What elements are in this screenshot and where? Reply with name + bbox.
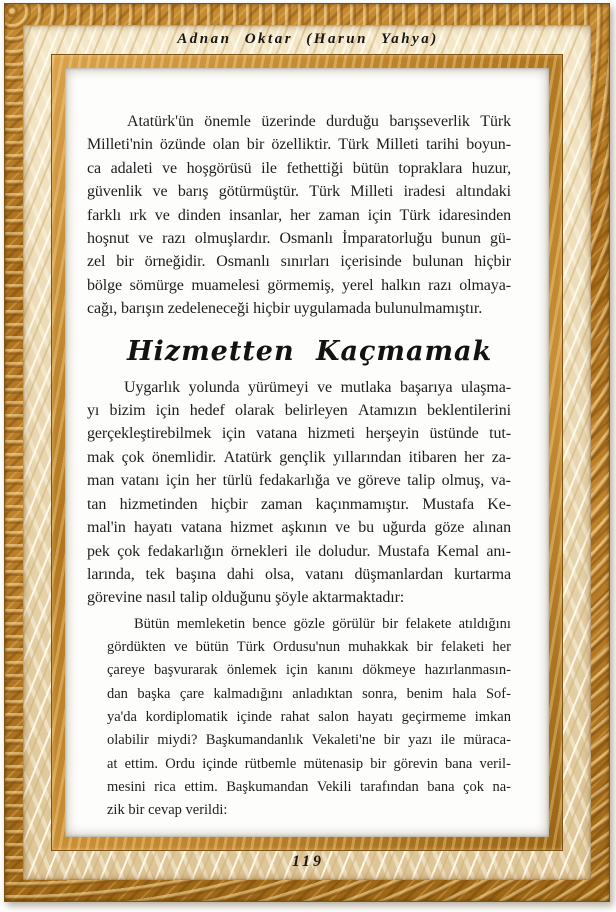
text-line: ya'da kordiplomatik içinde rahat salon hayatı geçirmeme imkan — [107, 708, 511, 725]
text-line: mak çok önemlidir. Atatürk gençlik yıllarından itibaren her za- — [87, 448, 511, 466]
text-line: güvenlik ve barış götürmüştür. Türk Milleti iradesi altındaki — [87, 183, 511, 201]
text-line: çareye başvurarak önlemek için kanını dökmeye hazırlanmasın- — [107, 662, 511, 679]
text-line: at ettim. Ordu içinde rütbemle mütenasip bir görevin bana veril- — [107, 755, 511, 772]
text-line: mesini rica ettim. Başkumandan Vekili tarafından bana çok na- — [107, 778, 511, 795]
text-line: gördükten ve bütün Türk Ordusu'nun muhakkak bir felaketi her — [107, 639, 511, 656]
text-line: bölge sömürge muamelesi görmemiş, yerel halkın razı olmaya- — [87, 276, 511, 294]
text-line: yı bizim için hedef olarak belirleyen Atamızın beklentilerini — [87, 402, 511, 420]
frame-inner-gold-band — [51, 54, 563, 851]
text-line: pek çok fedakarlığın örnekleri ile doludur. Mustafa Kemal anı- — [87, 542, 511, 560]
book-page — [65, 68, 549, 837]
text-line: zel bir örneğidir. Osmanlı sınırları içerisinde bulunan hiçbir — [87, 253, 511, 271]
text-line: larında, tek başına dahi olsa, vatanı düşmanlardan kurtarma — [87, 565, 511, 583]
text-line: ca adaleti ve hoşgörüsü ile fethettiği bütün topraklara huzur, — [87, 159, 511, 177]
text-line: Uygarlık yolunda yürümeyi ve mutlaka başarıya ulaşma- — [124, 378, 511, 396]
block-quote — [107, 613, 511, 823]
paragraph-2 — [87, 376, 511, 610]
frame-cream-band — [23, 25, 591, 880]
text-line: gerçekleştirebilmek için vatana hizmeti herşeyin üstünde tut- — [87, 425, 511, 443]
text-column — [87, 110, 511, 822]
section-heading: Hizmetten Kaçmamak — [127, 335, 493, 367]
text-line: farklı ırk ve dinden insanlar, her zaman için Türk idaresinden — [87, 206, 511, 224]
ornate-gold-frame — [4, 3, 610, 902]
paragraph-1 — [87, 110, 511, 321]
text-line: dan başka çare kalmadığını anladıktan sonra, benim hala Sof- — [107, 685, 511, 702]
text-line: man vatanı için her türlü fedakarlığa ve göreve talip olmuş, va- — [87, 472, 511, 490]
text-line: Atatürk'ün önemle üzerinde durduğu barışseverlik Türk — [127, 113, 511, 130]
text-line: görevine nasıl talip olduğunu şöyle aktarmaktadır: — [87, 589, 405, 607]
running-header-title: Adnan Oktar (Harun Yahya) — [177, 31, 439, 47]
text-line: hoşnut ve razı olmuşlardır. Osmanlı İmparatorluğu bunun gü- — [87, 230, 511, 248]
text-line: Bütün memleketin bence gözle görülür bir felakete atıldığını — [134, 615, 511, 632]
text-line: mal'in hayatı vatana hizmet aşkının ve bu uğurda göze alınan — [87, 519, 511, 537]
text-line: olabilir miydi? Başkumandanlık Vekaleti'ne bir yazı ile müraca- — [107, 732, 511, 749]
page-number: 119 — [291, 853, 325, 870]
text-line: zik bir cevap verildi: — [107, 802, 228, 819]
text-line: cağı, barışın zedeleneceği hiçbir uygulamada bulunulmamıştır. — [87, 300, 483, 318]
text-line: Milleti'nin özünde olan bir özelliktir. Türk Milleti tarihi boyun- — [87, 136, 511, 154]
text-line: tan hizmetinden hiçbir zaman kaçınmamıştır. Mustafa Ke- — [87, 495, 511, 513]
